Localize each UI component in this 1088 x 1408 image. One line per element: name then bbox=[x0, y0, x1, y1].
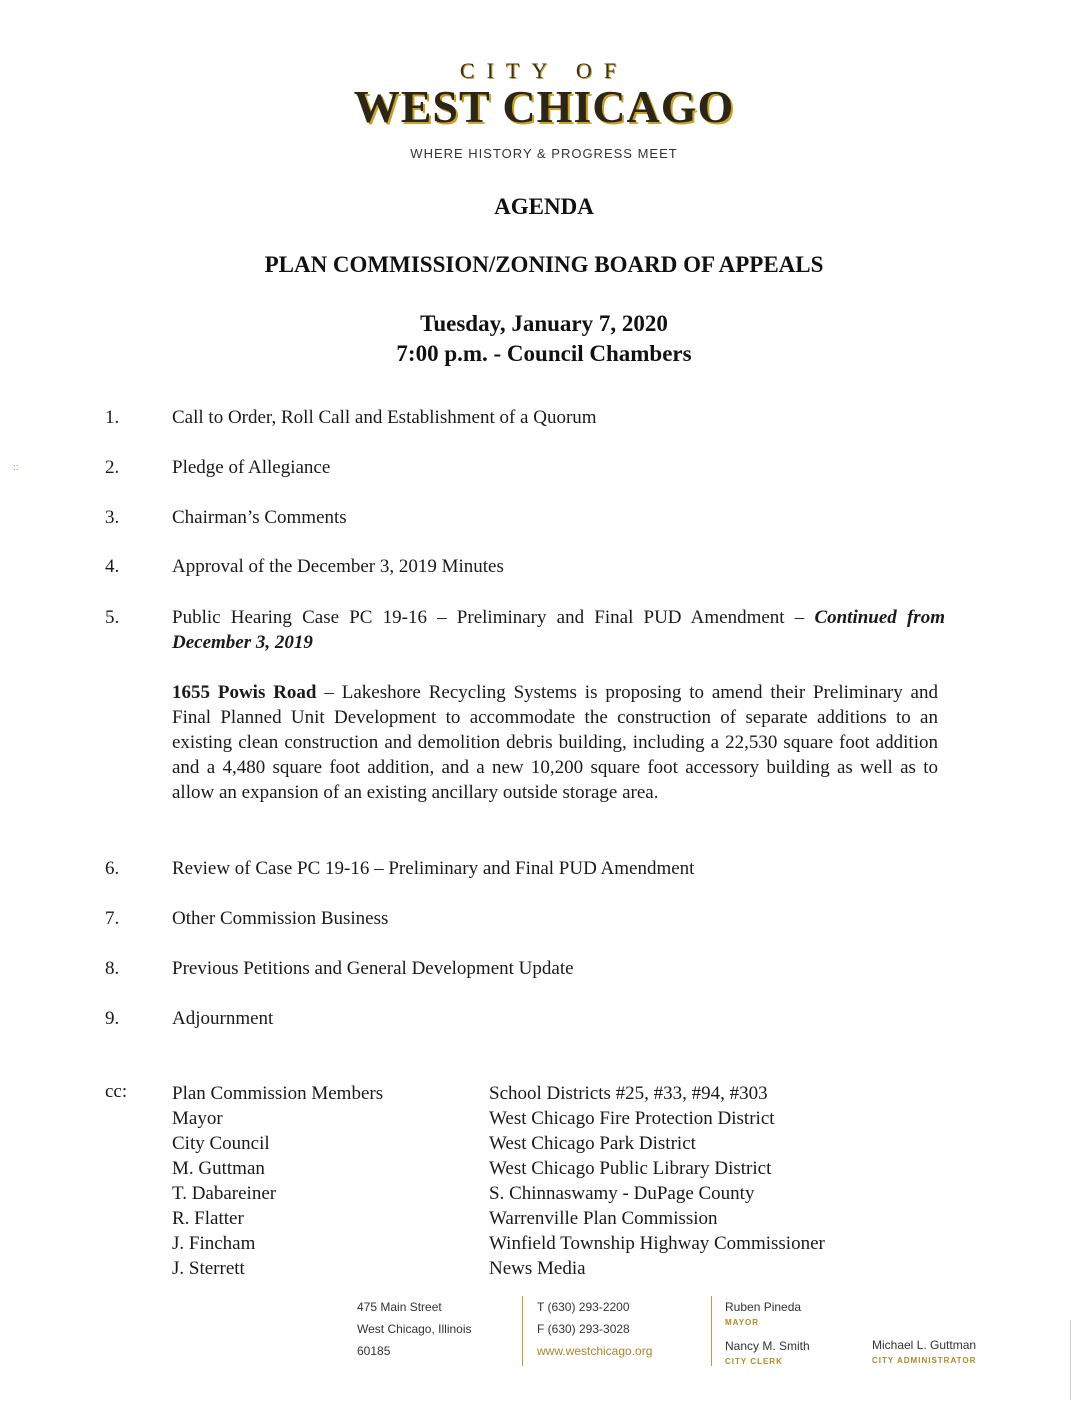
item-detail-body: – Lakeshore Recycling Systems is proposing to amend their Preliminary and Final Planned Unit Development to accommodate the construction of separate additions to an existing clean construction and demolition debris building, including a 22,530 square foot addition and a 4,480 square foot addition, and a new 10,200 square foot accessory building as well as to allow an expansion of an existing ancillary outside storage area. bbox=[172, 682, 938, 803]
agenda-item bbox=[105, 505, 945, 530]
cc-recipient: S. Chinnaswamy - DuPage County bbox=[489, 1183, 755, 1204]
item-text: Pledge of Allegiance bbox=[172, 457, 331, 478]
item-text-main: Public Hearing Case PC 19-16 – Preliminary and Final PUD Amendment – bbox=[172, 607, 815, 628]
cc-list-left bbox=[172, 1081, 383, 1281]
footer-fax: F (630) 293-3028 bbox=[537, 1322, 630, 1336]
item-text: Other Commission Business bbox=[172, 908, 389, 929]
item-number: 4. bbox=[105, 556, 120, 577]
item-text: Review of Case PC 19-16 – Preliminary and Final PUD Amendment bbox=[172, 858, 695, 879]
agenda-item bbox=[105, 455, 945, 480]
footer-contact bbox=[537, 1296, 652, 1362]
cc-list-right bbox=[489, 1081, 825, 1281]
cc-recipient: J. Fincham bbox=[172, 1233, 256, 1254]
footer-divider bbox=[711, 1296, 712, 1366]
footer-zip: 60185 bbox=[357, 1344, 391, 1358]
footer-administrator bbox=[872, 1334, 976, 1365]
logo-west-chicago: WEST CHICAGO bbox=[353, 81, 735, 132]
clerk-role: CITY CLERK bbox=[725, 1357, 783, 1366]
footer-address bbox=[357, 1296, 472, 1362]
item-text: Adjournment bbox=[172, 1008, 274, 1029]
cc-recipient: Mayor bbox=[172, 1108, 223, 1129]
meeting-date: Tuesday, January 7, 2020 bbox=[420, 311, 668, 336]
scan-edge-line bbox=[1070, 1320, 1071, 1400]
agenda-heading: AGENDA bbox=[494, 194, 594, 219]
admin-name: Michael L. Guttman bbox=[872, 1338, 977, 1352]
footer-website-link[interactable]: www.westchicago.org bbox=[537, 1344, 653, 1358]
clerk-name: Nancy M. Smith bbox=[725, 1339, 810, 1353]
footer-phone: T (630) 293-2200 bbox=[537, 1300, 630, 1314]
mayor-name: Ruben Pineda bbox=[725, 1300, 802, 1314]
cc-recipient: J. Sterrett bbox=[172, 1258, 245, 1279]
agenda-item bbox=[105, 956, 945, 981]
item-detail bbox=[172, 680, 938, 805]
item-detail-address: 1655 Powis Road bbox=[172, 682, 317, 703]
admin-role: CITY ADMINISTRATOR bbox=[872, 1356, 977, 1365]
cc-recipient: West Chicago Public Library District bbox=[489, 1158, 772, 1179]
agenda-item bbox=[105, 554, 945, 579]
agenda-item bbox=[105, 1006, 945, 1031]
tagline: WHERE HISTORY & PROGRESS MEET bbox=[410, 146, 678, 161]
item-text: Call to Order, Roll Call and Establishment of a Quorum bbox=[172, 407, 597, 428]
cc-recipient: M. Guttman bbox=[172, 1158, 265, 1179]
item-continued-note: Continued from December 3, 2019 bbox=[172, 607, 945, 653]
board-title: PLAN COMMISSION/ZONING BOARD OF APPEALS bbox=[264, 252, 824, 277]
agenda-item bbox=[105, 405, 945, 430]
item-text: Previous Petitions and General Development Update bbox=[172, 958, 574, 979]
cc-recipient: West Chicago Park District bbox=[489, 1133, 696, 1154]
item-number: 6. bbox=[105, 858, 120, 879]
item-text bbox=[172, 605, 945, 655]
footer-divider bbox=[522, 1296, 523, 1366]
cc-label: cc: bbox=[105, 1081, 128, 1102]
footer-street: 475 Main Street bbox=[357, 1300, 442, 1314]
cc-recipient: School Districts #25, #33, #94, #303 bbox=[489, 1083, 768, 1104]
agenda-item bbox=[105, 906, 945, 931]
item-text: Chairman’s Comments bbox=[172, 507, 347, 528]
item-number: 8. bbox=[105, 958, 120, 979]
agenda-item bbox=[105, 605, 945, 655]
cc-recipient: Warrenville Plan Commission bbox=[489, 1208, 718, 1229]
item-number: 5. bbox=[105, 607, 120, 628]
cc-recipient: R. Flatter bbox=[172, 1208, 244, 1229]
meeting-time-place: 7:00 p.m. - Council Chambers bbox=[396, 341, 692, 366]
item-number: 3. bbox=[105, 507, 120, 528]
cc-recipient: Plan Commission Members bbox=[172, 1083, 384, 1104]
cc-recipient: News Media bbox=[489, 1258, 586, 1279]
item-number: 7. bbox=[105, 908, 120, 929]
margin-mark: :: bbox=[13, 462, 19, 473]
agenda-item bbox=[105, 856, 945, 881]
cc-recipient: Winfield Township Highway Commissioner bbox=[489, 1233, 825, 1254]
cc-recipient: West Chicago Fire Protection District bbox=[489, 1108, 775, 1129]
footer-city: West Chicago, Illinois bbox=[357, 1322, 472, 1336]
item-number: 2. bbox=[105, 457, 120, 478]
logo-city-of: CITY OF bbox=[459, 58, 629, 83]
footer-officials bbox=[725, 1296, 810, 1366]
cc-recipient: City Council bbox=[172, 1133, 270, 1154]
item-number: 9. bbox=[105, 1008, 120, 1029]
item-number: 1. bbox=[105, 407, 120, 428]
mayor-role: MAYOR bbox=[725, 1318, 760, 1327]
item-text: Approval of the December 3, 2019 Minutes bbox=[172, 556, 504, 577]
cc-recipient: T. Dabareiner bbox=[172, 1183, 277, 1204]
